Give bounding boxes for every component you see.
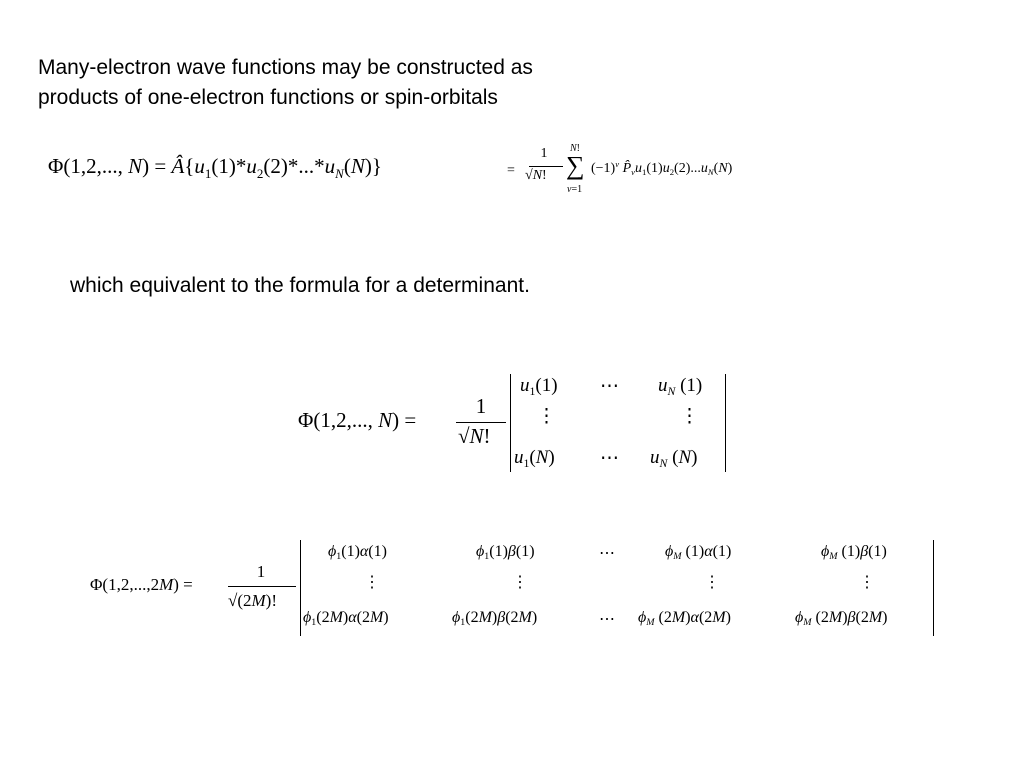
eq2-cell-3-1: $u_1(N)$ xyxy=(514,447,555,471)
eq2-cell-1-1: $u_1(1)$ xyxy=(520,375,558,399)
eq3-cell-1-2: $\phi_1(1)\beta(1)$ xyxy=(476,543,535,563)
eq2-cell-2-1: ⋮ xyxy=(537,406,556,427)
eq3-det-left-bar xyxy=(300,540,301,636)
eq2-cell-1-2: ⋯ xyxy=(600,376,619,397)
intro-line-2: products of one-electron functions or spin-orbitals xyxy=(38,86,498,109)
eq3-cell-3-3: ⋯ xyxy=(599,611,615,628)
determinant-note: which equivalent to the formula for a determinant. xyxy=(70,274,530,297)
eq3-cell-1-4: $\phi_M$ (1)α(1) xyxy=(665,543,732,563)
eq1-summand: $(-1)^\nu$ $P̂_\nu u_1(1)u_2(2)...u_N(N)$ xyxy=(591,159,733,178)
eq2-cell-2-3: ⋮ xyxy=(680,406,699,427)
eq3-cell-1-1: $\phi_1(1)\alpha(1)$ xyxy=(328,543,387,563)
eq3-lhs: Φ(1,2,...,2M) = xyxy=(90,575,193,594)
eq3-cell-2-1: ⋮ xyxy=(364,574,380,591)
eq1-lhs: Φ(1,2,..., $N) = Â\{u_1(1)*u_2(2)*...*u_N(N)\}$ xyxy=(48,154,382,181)
eq3-det-right-bar xyxy=(933,540,934,636)
eq2-cell-3-2: ⋯ xyxy=(600,448,619,469)
eq3-cell-2-4: ⋮ xyxy=(704,574,720,591)
intro-line-1: Many-electron wave functions may be constructed as xyxy=(38,56,533,79)
eq2-cell-3-3: $u_N$ (N) xyxy=(650,447,698,471)
eq3-cell-1-3: ⋯ xyxy=(599,545,615,562)
eq3-cell-3-1: $\phi_1(2M)\alpha(2M)$ xyxy=(303,609,389,629)
eq3-cell-3-4: $\phi_M$ (2M)α(2M) xyxy=(638,609,731,629)
eq3-cell-2-2: ⋮ xyxy=(512,574,528,591)
eq2-lhs: Φ(1,2,..., N) = xyxy=(298,408,417,432)
sigma-icon: ∑ xyxy=(566,151,585,180)
eq2-cell-1-3: $u_N$ (1) xyxy=(658,375,703,399)
eq1-equals: = xyxy=(507,163,515,178)
eq1-sum-lower: ν=1 xyxy=(567,184,583,195)
eq3-cell-3-5: $\phi_M$ (2M)β(2M) xyxy=(795,609,888,629)
eq3-cell-2-5: ⋮ xyxy=(859,574,875,591)
eq1-sum-upper: N! xyxy=(570,143,581,154)
eq2-det-left-bar xyxy=(510,374,511,472)
eq2-det-right-bar xyxy=(725,374,726,472)
eq3-cell-1-5: $\phi_M$ (1)β(1) xyxy=(821,543,887,563)
eq3-cell-3-2: $\phi_1(2M)\beta(2M)$ xyxy=(452,609,538,629)
